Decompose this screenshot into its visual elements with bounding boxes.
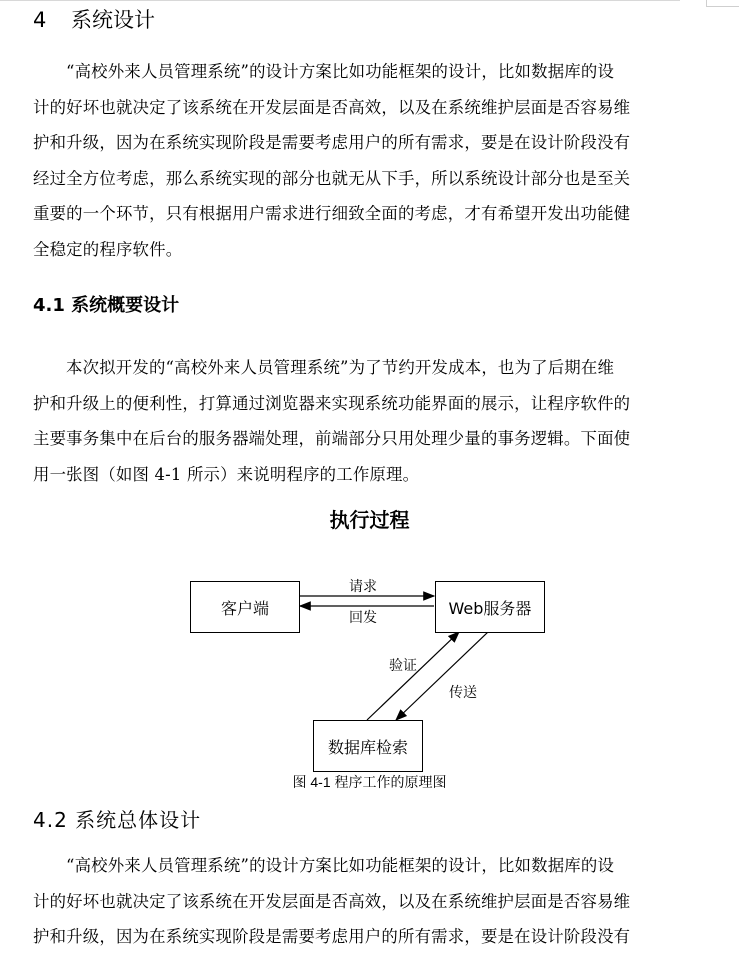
section-4-2-paragraph (33, 848, 693, 955)
paragraph-line: 护和升级上的便利性，打算通过浏览器来实现系统功能界面的展示，让程序软件的 (33, 393, 631, 413)
paragraph-line: 用一张图（如图 4-1 所示）来说明程序的工作原理。 (33, 464, 420, 484)
paragraph-line: 重要的一个环节，只有根据用户需求进行细致全面的考虑，才有希望开发出功能健 (33, 204, 631, 223)
client-box: 客户端 (190, 581, 300, 633)
paragraph-line: 全稳定的程序软件。 (33, 239, 183, 259)
paragraph-line: 主要事务集中在后台的服务器端处理，前端部分只用处理少量的事务逻辑。下面使 (33, 429, 631, 448)
paragraph-line: 本次拟开发的“高校外来人员管理系统”为了节约开发成本，也为了后期在维 (66, 358, 615, 377)
section-4-2-heading: 4.2 系统总体设计 (33, 808, 202, 832)
verify-label: 验证 (389, 658, 417, 674)
database-box: 数据库检索 (313, 720, 423, 772)
paragraph-line: 护和升级，因为在系统实现阶段是需要考虑用户的所有需求，要是在设计阶段没有 (33, 133, 631, 152)
paragraph-line: 计的好坏也就决定了该系统在开发层面是否高效，以及在系统维护层面是否容易维 (33, 97, 631, 117)
verify-arrow (367, 632, 459, 720)
paragraph-line: 护和升级，因为在系统实现阶段是需要考虑用户的所有需求，要是在设计阶段没有 (33, 927, 631, 946)
paragraph-line: 计的好坏也就决定了该系统在开发层面是否高效，以及在系统维护层面是否容易维 (33, 891, 631, 911)
paragraph-line: “高校外来人员管理系统”的设计方案比如功能框架的设计，比如数据库的设 (66, 62, 615, 81)
diagram-title: 执行过程 (329, 508, 410, 532)
paragraph-line: 经过全方位考虑，那么系统实现的部分也就无从下手，所以系统设计部分也是至关 (33, 168, 631, 188)
transfer-label: 传送 (449, 685, 477, 701)
reply-label: 回发 (349, 610, 377, 626)
request-label: 请求 (349, 579, 377, 595)
transfer-arrow (396, 632, 488, 720)
figure-caption: 图 4-1 程序工作的原理图 (292, 774, 447, 790)
section-4-number: 4 (33, 8, 47, 32)
section-4-1-heading: 4.1 系统概要设计 (33, 295, 180, 316)
web-server-box: Web服务器 (435, 581, 545, 633)
section-4-title: 系统设计 (71, 8, 155, 32)
paragraph-line: “高校外来人员管理系统”的设计方案比如功能框架的设计，比如数据库的设 (66, 856, 615, 875)
